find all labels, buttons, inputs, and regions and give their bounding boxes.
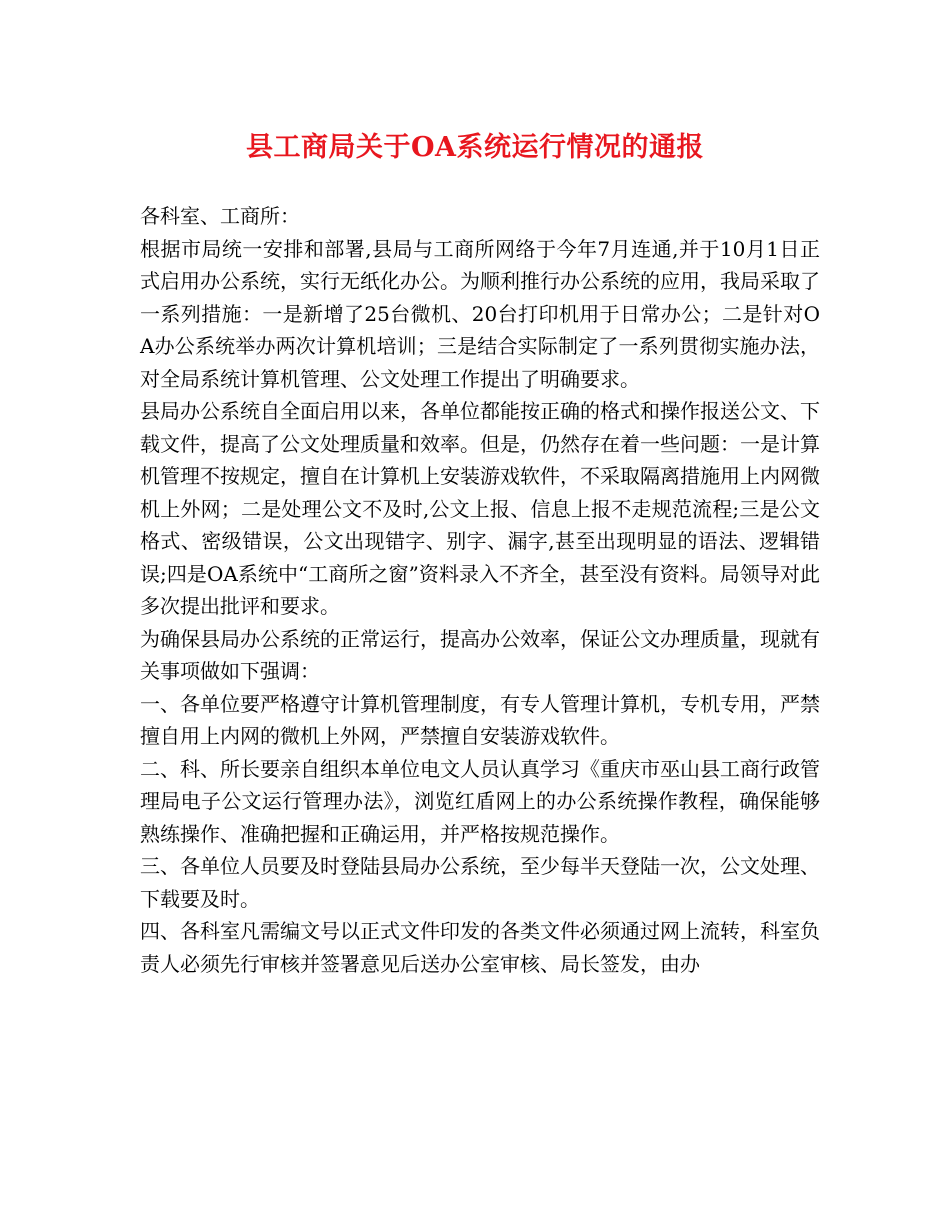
document-body [140, 200, 820, 980]
salutation: 各科室、工商所： [140, 204, 300, 228]
paragraph-intro-requirements: 为确保县局办公系统的正常运行，提高办公效率，保证公文办理质量，现就有关事项做如下强调： [140, 626, 820, 683]
paragraph-problems: 县局办公系统自全面启用以来，各单位都能按正确的格式和操作报送公文、下载文件，提高了公文处理质量和效率。但是，仍然存在着一些问题：一是计算机管理不按规定，擅自在计算机上安装游戏软件，不采取隔离措施用上内网微机上外网；二是处理公文不及时,公文上报、信息上报不走规范流程;三是公文格式、密级错误，公文出现错字、别字、漏字,甚至出现明显的语法、逻辑错误;四是OA系统中“工商所之窗”资料录入不齐全，甚至没有资料。局领导对此多次提出批评和要求。 [140, 399, 820, 618]
document-title: 县工商局关于OA系统运行情况的通报 [246, 132, 704, 163]
paragraph-item-2: 二、科、所长要亲自组织本单位电文人员认真学习《重庆市巫山县工商行政管理局电子公文运行管理办法》，浏览红盾网上的办公系统操作教程，确保能够熟练操作、准确把握和正确运用，并严格按规范操作。 [140, 756, 820, 846]
paragraph-item-4: 四、各科室凡需编文号以正式文件印发的各类文件必须通过网上流转，科室负责人必须先行审核并签署意见后送办公室审核、局长签发，由办 [140, 919, 820, 976]
paragraph-item-3: 三、各单位人员要及时登陆县局办公系统，至少每半天登陆一次，公文处理、下载要及时。 [140, 854, 820, 911]
paragraph-item-1: 一、各单位要严格遵守计算机管理制度，有专人管理计算机，专机专用，严禁擅自用上内网的微机上外网，严禁擅自安装游戏软件。 [140, 691, 820, 748]
paragraph-background: 根据市局统一安排和部署,县局与工商所网络于今年7月连通,并于10月1日正式启用办公系统，实行无纸化办公。为顺利推行办公系统的应用，我局采取了一系列措施：一是新增了25台微机、20台打印机用于日常办公；二是针对OA办公系统举办两次计算机培训；三是结合实际制定了一系列贯彻实施办法，对全局系统计算机管理、公文处理工作提出了明确要求。 [140, 236, 820, 391]
